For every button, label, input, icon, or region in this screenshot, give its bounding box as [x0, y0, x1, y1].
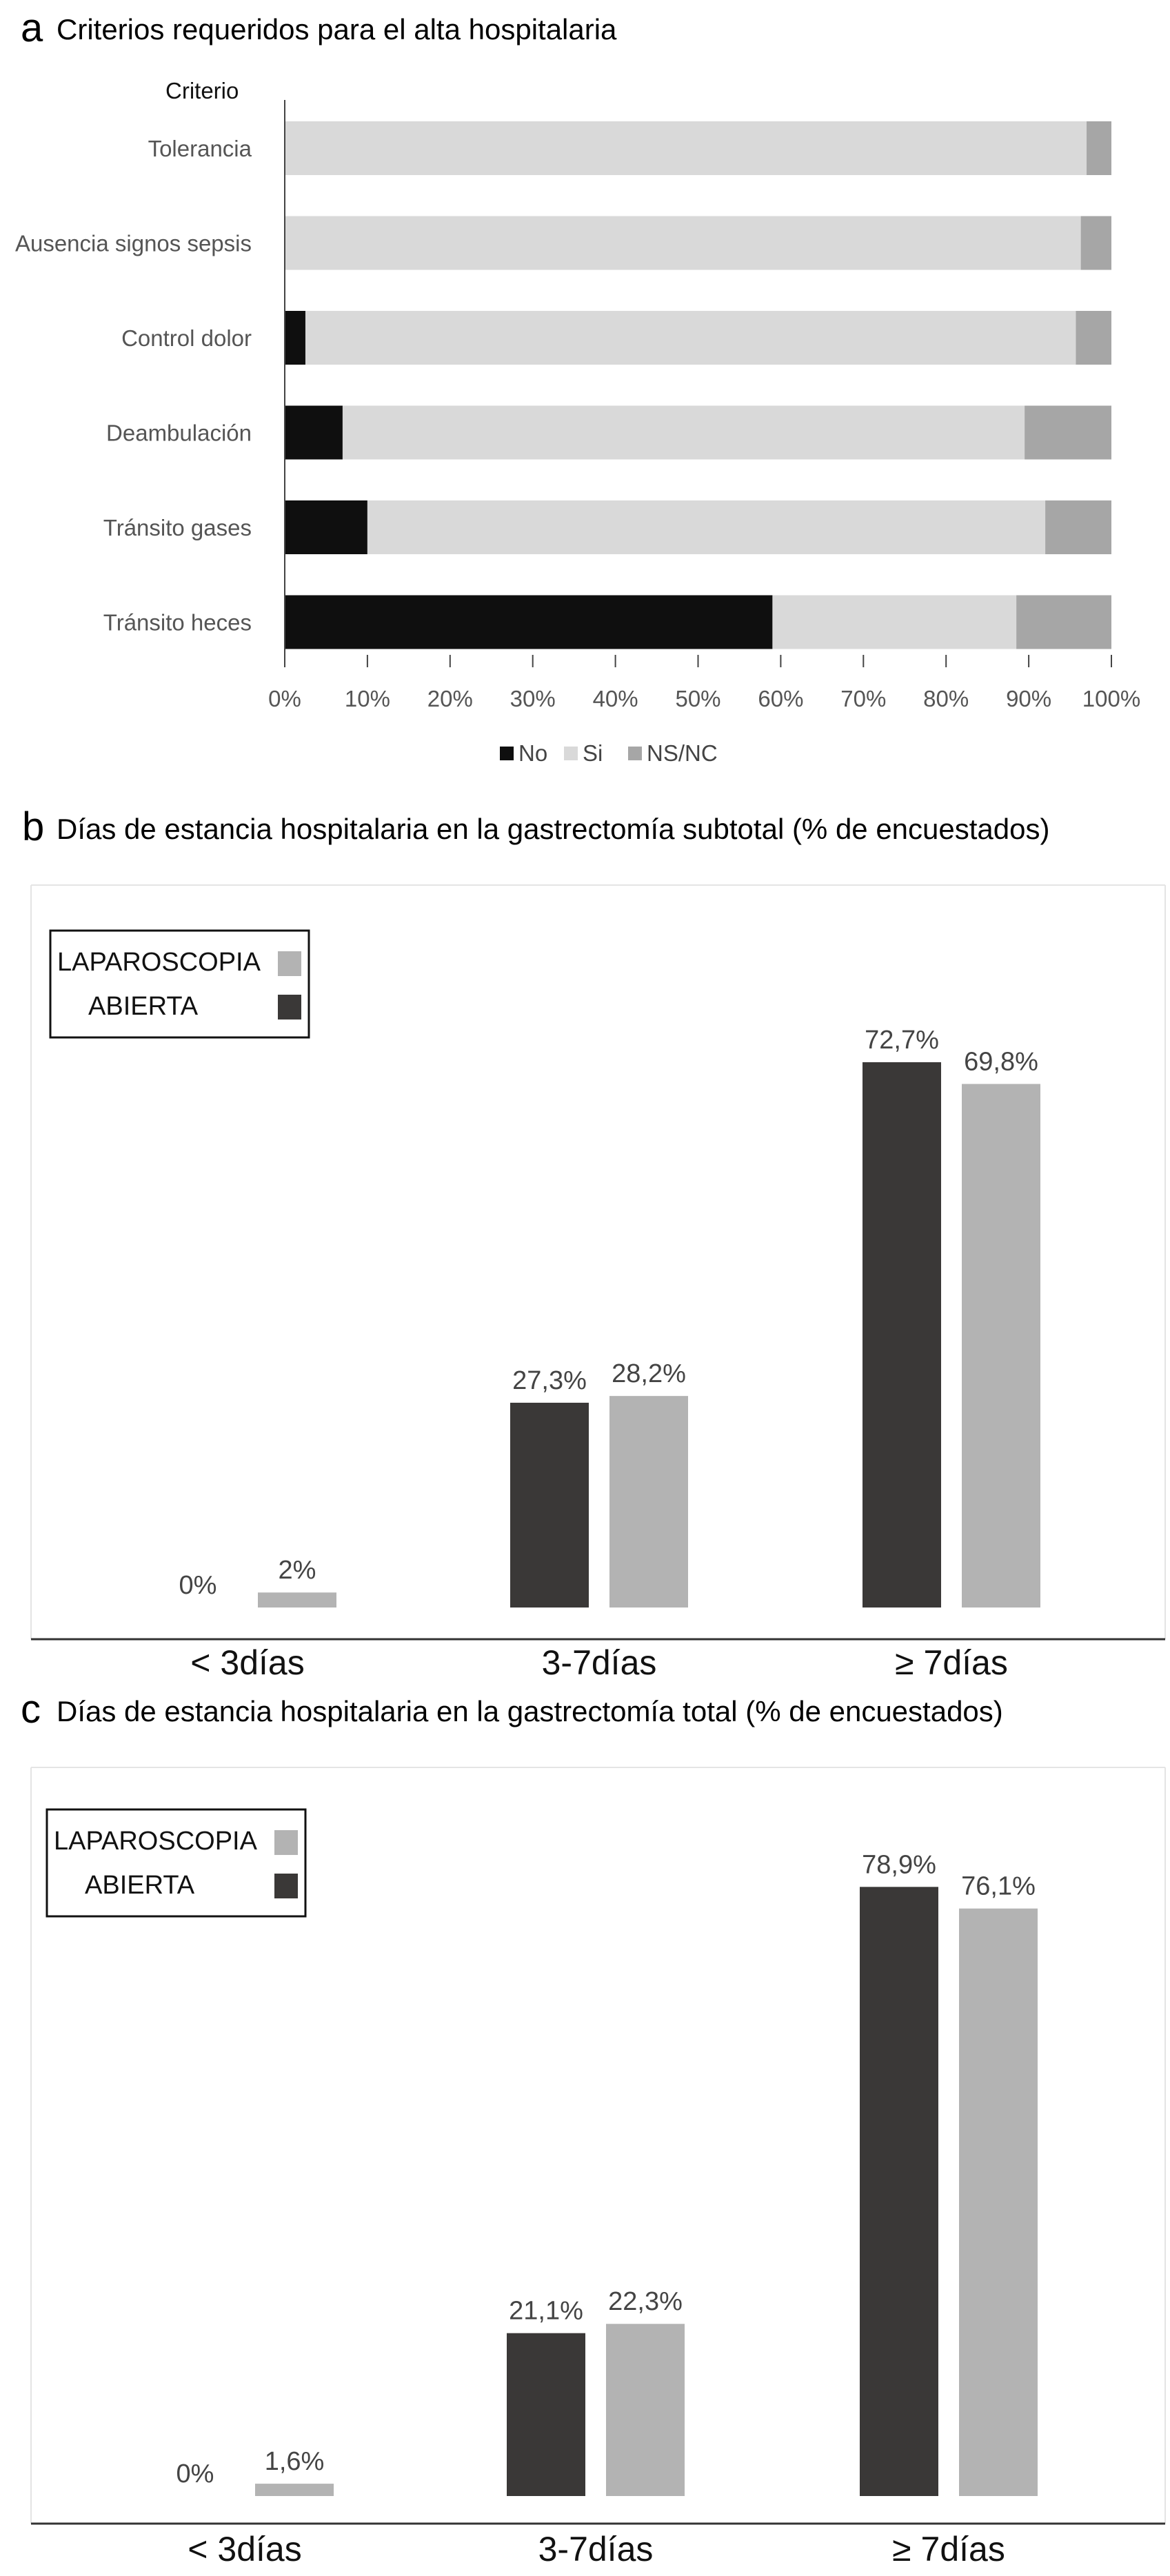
category-label-transito-gases: Tránsito gases	[103, 515, 252, 540]
category-label-deambulacion: Deambulación	[106, 420, 252, 446]
chart-a-legend	[500, 740, 718, 766]
bar-deambulacion-no	[285, 406, 343, 460]
x-tick-label-1: 10%	[344, 686, 390, 711]
chart-b-title: Días de estancia hospitalaria en la gastrectomía subtotal (% de encuestados)	[57, 813, 1050, 845]
c-data-label-3-7dias-laparoscopia: 22,3%	[608, 2287, 683, 2317]
b-bar-3-7dias-laparoscopia	[609, 1396, 688, 1608]
c-legend-box	[47, 1809, 305, 1916]
c-bar-7dias-abierta	[860, 1887, 938, 2496]
c-bar-3-7dias-laparoscopia	[606, 2324, 685, 2496]
bar-transito-gases-no	[285, 500, 367, 554]
chart-a-bars	[15, 121, 1111, 649]
legend-label-no: No	[518, 740, 548, 766]
chart-c-plot	[31, 1767, 1165, 2568]
c-bar-3-7dias-abierta	[507, 2333, 585, 2496]
chart-a-category-header: Criterio	[165, 78, 239, 103]
bar-deambulacion-si	[343, 406, 1025, 460]
chart-a-title: Criterios requeridos para el alta hospitalaria	[57, 13, 617, 45]
bar-control-dolor-si	[305, 311, 1076, 365]
b-legend-box	[50, 931, 309, 1037]
bar-control-dolor-ns-nc	[1076, 311, 1111, 365]
bar-transito-heces-si	[772, 596, 1016, 649]
bar-tolerancia-si	[285, 121, 1087, 175]
b-data-label-7dias-abierta: 72,7%	[865, 1025, 939, 1055]
b-legend-label-abierta: ABIERTA	[88, 992, 199, 1021]
legend-swatch-ns-nc	[628, 747, 642, 760]
c-data-label-3dias-abierta: 0%	[176, 2460, 214, 2488]
c-data-label-7dias-abierta: 78,9%	[862, 1850, 936, 1880]
bar-tolerancia-ns-nc	[1087, 121, 1111, 175]
x-tick-label-10: 100%	[1082, 686, 1141, 711]
bar-transito-heces-no	[285, 596, 772, 649]
c-legend-label-laparoscopia: LAPAROSCOPIA	[54, 1827, 257, 1856]
b-data-label-3dias-laparoscopia: 2%	[278, 1556, 316, 1585]
c-data-label-3dias-laparoscopia: 1,6%	[264, 2447, 325, 2477]
b-bar-3dias-laparoscopia	[258, 1592, 336, 1608]
chart-b-svg	[0, 800, 1170, 1696]
x-tick-label-0: 0%	[268, 686, 301, 711]
x-tick-label-9: 90%	[1006, 686, 1052, 711]
c-data-label-3-7dias-abierta: 21,1%	[509, 2296, 583, 2326]
category-label-transito-heces: Tránsito heces	[103, 609, 252, 636]
b-bar-3-7dias-abierta	[510, 1403, 589, 1608]
bar-ausencia-signos-sepsis-si	[285, 216, 1081, 270]
panel-c	[0, 1682, 1170, 2576]
c-category-label-1: 3-7días	[538, 2530, 654, 2568]
b-category-label-1: 3-7días	[541, 1643, 657, 1682]
bar-transito-gases-ns-nc	[1045, 500, 1111, 554]
c-bar-7dias-laparoscopia	[959, 1909, 1038, 2496]
b-legend-swatch-abierta	[278, 995, 301, 1020]
legend-label-ns-nc: NS/NC	[647, 740, 718, 766]
chart-c-svg	[0, 1682, 1170, 2576]
chart-b-plot	[31, 885, 1165, 1682]
x-tick-label-3: 30%	[510, 686, 556, 711]
c-legend-label-abierta: ABIERTA	[85, 1871, 195, 1900]
legend-swatch-si	[564, 747, 578, 760]
category-label-tolerancia: Tolerancia	[148, 136, 252, 161]
category-label-control-dolor: Control dolor	[121, 325, 252, 351]
b-category-label-0: < 3días	[190, 1643, 305, 1682]
b-bar-7dias-laparoscopia	[962, 1084, 1040, 1608]
b-data-label-7dias-laparoscopia: 69,8%	[964, 1047, 1038, 1077]
x-tick-label-7: 70%	[840, 686, 887, 711]
b-data-label-3dias-abierta: 0%	[179, 1571, 217, 1600]
c-bar-3dias-laparoscopia	[255, 2484, 334, 2496]
x-tick-label-4: 40%	[592, 686, 638, 711]
legend-label-si: Si	[583, 740, 603, 766]
c-legend-swatch-abierta	[274, 1874, 298, 1898]
bar-deambulacion-ns-nc	[1025, 406, 1111, 460]
b-data-label-3-7dias-laparoscopia: 28,2%	[612, 1359, 686, 1389]
bar-transito-gases-si	[367, 500, 1045, 554]
c-data-label-7dias-laparoscopia: 76,1%	[961, 1872, 1036, 1901]
bar-transito-heces-ns-nc	[1016, 596, 1111, 649]
b-data-label-3-7dias-abierta: 27,3%	[512, 1366, 587, 1395]
chart-a-svg	[0, 0, 1170, 800]
b-category-label-2: ≥ 7días	[895, 1643, 1008, 1682]
legend-swatch-no	[500, 747, 514, 760]
c-category-label-0: < 3días	[188, 2530, 302, 2568]
c-category-label-2: ≥ 7días	[892, 2530, 1005, 2568]
panel-a	[0, 0, 1170, 800]
category-label-ausencia-signos-sepsis: Ausencia signos sepsis	[14, 230, 252, 256]
bar-ausencia-signos-sepsis-ns-nc	[1081, 216, 1111, 270]
c-legend-swatch-laparoscopia	[274, 1830, 298, 1855]
panel-b	[0, 800, 1170, 1696]
b-bar-7dias-abierta	[863, 1062, 941, 1608]
chart-c-title: Días de estancia hospitalaria en la gastrectomía total (% de encuestados)	[57, 1695, 1003, 1727]
x-tick-label-8: 80%	[923, 686, 969, 711]
x-tick-label-5: 50%	[675, 686, 721, 711]
b-legend-label-laparoscopia: LAPAROSCOPIA	[57, 948, 261, 977]
panel-letter-c: c	[21, 1687, 41, 1732]
x-tick-label-6: 60%	[758, 686, 804, 711]
panel-letter-a: a	[21, 6, 43, 50]
x-tick-label-2: 20%	[427, 686, 473, 711]
b-legend-swatch-laparoscopia	[278, 951, 301, 976]
panel-letter-b: b	[22, 804, 45, 849]
bar-control-dolor-no	[285, 311, 305, 365]
